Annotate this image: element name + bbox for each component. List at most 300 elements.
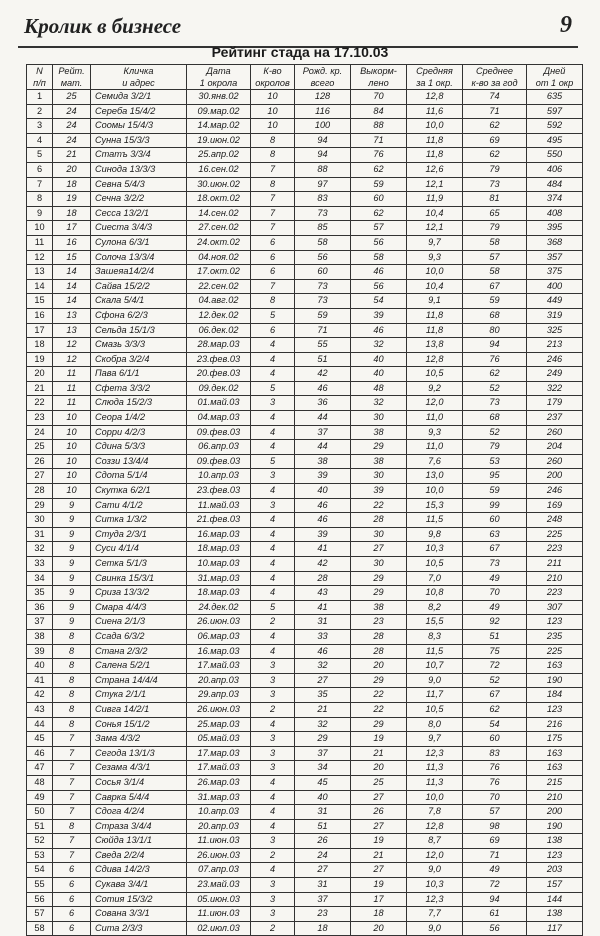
table-cell: 213 [527,338,583,353]
table-cell: 2 [251,921,295,936]
table-cell: 09.мар.02 [187,104,251,119]
table-cell: 24 [295,848,351,863]
table-cell: 3 [251,469,295,484]
table-row [27,732,583,747]
table-cell: 27 [351,863,407,878]
table-cell: Сотия 15/3/2 [91,892,187,907]
table-cell: 71 [463,848,527,863]
table-title: Рейтинг стада на 17.10.03 [211,44,389,60]
table-cell: 190 [527,819,583,834]
table-cell: 45 [27,732,53,747]
table-cell: 6 [251,235,295,250]
table-row [27,600,583,615]
table-cell: 12 [27,250,53,265]
table-row [27,338,583,353]
table-cell: 59 [295,308,351,323]
table-cell: 3 [251,673,295,688]
table-cell: 60 [295,265,351,280]
table-cell: 24.окт.02 [187,235,251,250]
table-cell: 11,5 [407,644,463,659]
table-cell: 123 [527,702,583,717]
table-cell: 29 [351,571,407,586]
table-cell: 27 [351,819,407,834]
table-cell: 73 [463,557,527,572]
table-cell: 59 [351,177,407,192]
table-row [27,484,583,499]
table-cell: 11,3 [407,761,463,776]
table-cell: 200 [527,805,583,820]
table-cell: 14 [27,279,53,294]
table-cell: 73 [295,294,351,309]
table-cell: 29.апр.03 [187,688,251,703]
table-cell: 29 [351,717,407,732]
table-cell: 9 [53,586,91,601]
table-cell: 8,7 [407,834,463,849]
table-row [27,250,583,265]
table-cell: 58 [463,235,527,250]
column-header: всего [295,77,351,90]
table-cell: 4 [251,352,295,367]
table-cell: 23 [295,907,351,922]
column-header: за 1 окр. [407,77,463,90]
table-cell: 20 [27,367,53,382]
table-cell: 2 [251,702,295,717]
table-cell: 18.мар.03 [187,542,251,557]
table-cell: 20 [351,921,407,936]
table-cell: 23 [27,411,53,426]
table-cell: 12.дек.02 [187,308,251,323]
table-cell: 52 [463,381,527,396]
table-cell: 28 [351,644,407,659]
book-title: Кролик в бизнесе [24,14,182,38]
table-cell: Сюйда 13/1/1 [91,834,187,849]
table-row [27,629,583,644]
table-cell: 28 [27,484,53,499]
table-cell: 249 [527,367,583,382]
table-cell: 7 [53,790,91,805]
table-row [27,133,583,148]
table-cell: 12,3 [407,746,463,761]
table-cell: 400 [527,279,583,294]
table-cell: 4 [251,629,295,644]
table-row [27,162,583,177]
table-cell: 322 [527,381,583,396]
table-cell: 72 [463,878,527,893]
table-cell: 73 [295,279,351,294]
table-cell: 10 [251,90,295,105]
table-cell: 3 [251,732,295,747]
table-cell: 38 [27,629,53,644]
table-cell: 25 [351,775,407,790]
table-cell: 19 [351,732,407,747]
table-cell: 46 [295,644,351,659]
table-cell: 23.фев.03 [187,352,251,367]
table-cell: 68 [463,308,527,323]
table-cell: 39 [27,644,53,659]
table-cell: 19.июн.02 [187,133,251,148]
column-header: К-во [251,65,295,78]
table-cell: 10,5 [407,557,463,572]
table-row [27,119,583,134]
table-cell: 26.июн.03 [187,848,251,863]
table-cell: 8 [53,659,91,674]
table-cell: Скала 5/4/1 [91,294,187,309]
table-cell: Соззи 13/4/4 [91,454,187,469]
table-cell: 29 [351,586,407,601]
table-row [27,367,583,382]
table-cell: 9,3 [407,425,463,440]
table-cell: 10,0 [407,265,463,280]
table-cell: 67 [463,542,527,557]
table-cell: 18 [351,907,407,922]
table-cell: 51 [295,352,351,367]
table-cell: 8 [251,294,295,309]
table-cell: 3 [251,688,295,703]
table-cell: 29 [351,440,407,455]
table-cell: 6 [251,250,295,265]
table-cell: 21 [27,381,53,396]
table-cell: 46 [27,746,53,761]
table-cell: 46 [295,381,351,396]
table-cell: 11.май.03 [187,498,251,513]
table-cell: 79 [463,440,527,455]
table-cell: 09.фев.03 [187,454,251,469]
table-cell: Сиена 2/1/3 [91,615,187,630]
table-cell: 11 [53,381,91,396]
table-row [27,148,583,163]
table-cell: 76 [463,775,527,790]
table-cell: 18.окт.02 [187,192,251,207]
table-cell: 13 [53,308,91,323]
table-cell: 1 [27,90,53,105]
table-cell: 32 [351,338,407,353]
table-cell: 83 [295,192,351,207]
table-cell: 43 [27,702,53,717]
table-cell: 43 [295,586,351,601]
table-cell: Свинка 15/3/1 [91,571,187,586]
table-cell: 56 [351,235,407,250]
column-header: к-во за год [463,77,527,90]
table-cell: 12,8 [407,90,463,105]
table-cell: 18 [295,921,351,936]
table-cell: 26.мар.03 [187,775,251,790]
table-cell: 26 [27,454,53,469]
table-cell: 26.июн.03 [187,702,251,717]
table-cell: 70 [463,790,527,805]
table-cell: 13 [27,265,53,280]
table-cell: 26 [351,805,407,820]
page-header [18,8,578,48]
table-cell: Студа 2/3/1 [91,527,187,542]
table-cell: 27 [295,673,351,688]
table-row [27,834,583,849]
header-row-bottom [27,77,583,90]
table-cell: 484 [527,177,583,192]
table-cell: 40 [295,790,351,805]
table-row [27,411,583,426]
table-cell: 28 [295,571,351,586]
table-cell: 5 [251,308,295,323]
table-cell: 06.мар.03 [187,629,251,644]
table-cell: 11.июн.03 [187,834,251,849]
table-row [27,863,583,878]
table-cell: 62 [351,162,407,177]
table-cell: 4 [251,717,295,732]
table-cell: 54 [27,863,53,878]
table-cell: 319 [527,308,583,323]
table-cell: 42 [295,557,351,572]
table-cell: 12 [53,338,91,353]
table-cell: 9,0 [407,673,463,688]
table-cell: 59 [463,294,527,309]
table-cell: 24 [53,133,91,148]
table-cell: 10.апр.03 [187,469,251,484]
table-cell: Сдога 4/2/4 [91,805,187,820]
table-cell: 12,1 [407,221,463,236]
table-cell: 3 [251,498,295,513]
table-cell: 88 [295,162,351,177]
table-cell: 3 [251,834,295,849]
table-cell: 11 [27,235,53,250]
table-cell: Сесса 13/2/1 [91,206,187,221]
table-cell: 21.фев.03 [187,513,251,528]
table-cell: 307 [527,600,583,615]
table-cell: 27 [27,469,53,484]
table-cell: 8 [53,819,91,834]
table-cell: 22.сен.02 [187,279,251,294]
table-cell: 21 [351,848,407,863]
table-cell: 04.мар.03 [187,411,251,426]
table-cell: 8 [251,148,295,163]
table-cell: 7 [53,761,91,776]
table-cell: 22 [351,498,407,513]
table-cell: 12,3 [407,892,463,907]
table-row [27,352,583,367]
table-cell: 34 [27,571,53,586]
table-cell: 01.май.03 [187,396,251,411]
table-cell: 246 [527,484,583,499]
table-cell: Солоча 13/3/4 [91,250,187,265]
table-cell: 20 [53,162,91,177]
table-cell: 163 [527,761,583,776]
table-row [27,454,583,469]
table-cell: 30.янв.02 [187,90,251,105]
table-cell: Сунна 15/3/3 [91,133,187,148]
table-cell: 8 [53,629,91,644]
table-cell: 37 [295,425,351,440]
table-cell: Статъ 3/3/4 [91,148,187,163]
table-row [27,571,583,586]
table-cell: 10 [53,469,91,484]
table-cell: 225 [527,527,583,542]
table-cell: 3 [251,761,295,776]
table-cell: 157 [527,878,583,893]
table-cell: 8 [53,673,91,688]
table-cell: 67 [463,688,527,703]
table-cell: 30 [351,557,407,572]
table-cell: 5 [251,600,295,615]
table-cell: 100 [295,119,351,134]
table-cell: 40 [351,367,407,382]
table-cell: 9 [53,498,91,513]
table-cell: 49 [463,600,527,615]
table-row [27,90,583,105]
table-cell: Саврка 5/4/4 [91,790,187,805]
table-cell: 76 [351,148,407,163]
table-cell: 05.май.03 [187,732,251,747]
table-row [27,323,583,338]
table-cell: 6 [53,878,91,893]
table-cell: Сеора 1/4/2 [91,411,187,426]
table-cell: 11,5 [407,513,463,528]
table-row [27,921,583,936]
table-cell: 592 [527,119,583,134]
table-cell: 32 [27,542,53,557]
table-cell: 138 [527,907,583,922]
table-cell: 175 [527,732,583,747]
table-cell: Сулона 6/3/1 [91,235,187,250]
table-row [27,381,583,396]
table-cell: 8,2 [407,600,463,615]
table-cell: 33 [27,557,53,572]
table-cell: 17.окт.02 [187,265,251,280]
table-row [27,542,583,557]
column-header: Выкорм- [351,65,407,78]
table-cell: 9 [53,513,91,528]
table-cell: 62 [463,702,527,717]
table-cell: 20.апр.03 [187,673,251,688]
table-cell: 10,5 [407,702,463,717]
table-cell: Суси 4/1/4 [91,542,187,557]
table-cell: 39 [295,527,351,542]
table-cell: Салена 5/2/1 [91,659,187,674]
table-cell: 62 [463,119,527,134]
table-cell: 33 [295,629,351,644]
table-cell: 5 [251,454,295,469]
table-cell: Сита 2/3/3 [91,921,187,936]
table-cell: 12,0 [407,396,463,411]
column-header: Кличка [91,65,187,78]
table-cell: 3 [251,659,295,674]
table-cell: 67 [463,279,527,294]
table-cell: Зашеяа14/2/4 [91,265,187,280]
table-cell: 10 [53,425,91,440]
table-cell: 27 [295,863,351,878]
table-cell: 11 [53,367,91,382]
table-cell: 11,8 [407,323,463,338]
table-cell: 15 [53,250,91,265]
table-cell: 22 [351,688,407,703]
table-cell: 6 [53,907,91,922]
table-cell: 4 [251,513,295,528]
table-row [27,775,583,790]
table-cell: 11.июн.03 [187,907,251,922]
table-cell: 12,8 [407,352,463,367]
table-cell: 11,9 [407,192,463,207]
table-cell: 54 [463,717,527,732]
table-cell: 10.мар.03 [187,557,251,572]
table-cell: Соомы 15/4/3 [91,119,187,134]
table-cell: 44 [295,440,351,455]
table-cell: 550 [527,148,583,163]
table-cell: 29 [295,732,351,747]
table-cell: 8 [53,717,91,732]
table-cell: Сати 4/1/2 [91,498,187,513]
table-cell: 11,6 [407,104,463,119]
table-cell: 57 [463,250,527,265]
table-cell: 94 [463,892,527,907]
table-cell: 495 [527,133,583,148]
table-cell: 17.мар.03 [187,746,251,761]
table-cell: 406 [527,162,583,177]
table-cell: 31 [295,878,351,893]
table-cell: 25.апр.02 [187,148,251,163]
table-row [27,104,583,119]
table-cell: 11 [53,396,91,411]
table-cell: 13,8 [407,338,463,353]
table-cell: 54 [351,294,407,309]
column-header: окролов [251,77,295,90]
table-cell: 6 [251,323,295,338]
table-cell: 3 [251,878,295,893]
table-cell: 4 [27,133,53,148]
table-cell: 10,5 [407,367,463,382]
table-cell: 31.мар.03 [187,571,251,586]
table-cell: 51 [463,629,527,644]
table-cell: 70 [463,586,527,601]
table-cell: 53 [463,454,527,469]
table-cell: 60 [351,192,407,207]
table-cell: Сдота 5/1/4 [91,469,187,484]
table-cell: 40 [351,352,407,367]
table-cell: 7 [251,162,295,177]
table-cell: 21 [295,702,351,717]
table-row [27,615,583,630]
table-cell: 39 [295,469,351,484]
table-cell: 8 [53,644,91,659]
table-cell: Сфета 3/3/2 [91,381,187,396]
table-row [27,907,583,922]
table-cell: 11,8 [407,133,463,148]
table-cell: 61 [463,907,527,922]
table-cell: 8 [53,688,91,703]
table-cell: 29 [351,673,407,688]
table-cell: 58 [463,265,527,280]
table-cell: 74 [463,90,527,105]
table-header [27,65,583,90]
table-row [27,659,583,674]
table-cell: 42 [295,367,351,382]
table-cell: 21 [53,148,91,163]
table-cell: 200 [527,469,583,484]
table-cell: 05.июн.03 [187,892,251,907]
table-cell: 27 [351,542,407,557]
table-cell: 7 [251,279,295,294]
table-row [27,513,583,528]
table-row [27,396,583,411]
table-cell: Сфона 6/2/3 [91,308,187,323]
table-cell: 79 [463,162,527,177]
table-cell: 51 [295,819,351,834]
table-cell: 17.май.03 [187,659,251,674]
table-cell: 83 [463,746,527,761]
table-cell: 15 [27,294,53,309]
table-row [27,717,583,732]
table-cell: 325 [527,323,583,338]
table-cell: Сдина 5/3/3 [91,440,187,455]
table-cell: 47 [27,761,53,776]
table-cell: 248 [527,513,583,528]
